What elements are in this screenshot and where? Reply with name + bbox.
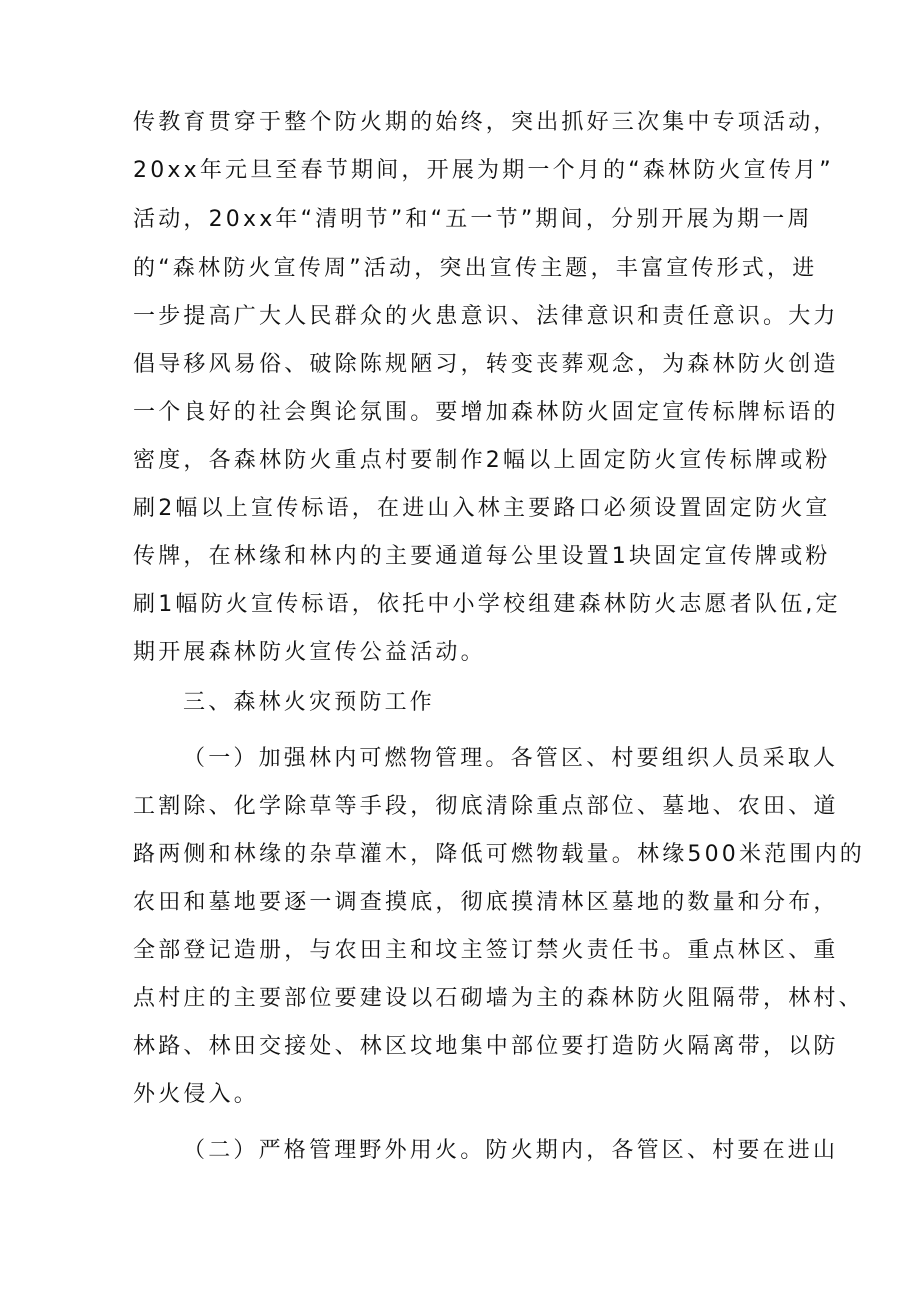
paragraph-line: （二）严格管理野外用火。防火期内，各管区、村要在进山 [183,1138,839,1163]
paragraph-line: 倡导移风易俗、破除陈规陋习，转变丧葬观念，为森林防火创造 [133,352,839,377]
paragraph-line: 刷1幅防火宣传标语，依托中小学校组建森林防火志愿者队伍,定 [133,592,841,617]
paragraph-line: 一个良好的社会舆论氛围。要增加森林防火固定宣传标牌标语的 [133,400,839,425]
paragraph-line: 外火侵入。 [133,1082,260,1107]
paragraph-line: 点村庄的主要部位要建设以石砌墙为主的森林防火阻隔带，林村、 [133,986,864,1011]
paragraph-line: 的“森林防火宣传周”活动，突出宣传主题，丰富宣传形式，进 [133,256,818,281]
paragraph-line: 密度，各森林防火重点村要制作2幅以上固定防火宣传标牌或粉 [133,448,831,473]
paragraph-line: 路两侧和林缘的杂草灌木，降低可燃物载量。林缘500米范围内的 [133,842,865,867]
paragraph-line: 一步提高广大人民群众的火患意识、法律意识和责任意识。大力 [133,304,839,329]
paragraph-line: 刷2幅以上宣传标语，在进山入林主要路口必须设置固定防火宣 [133,496,831,521]
paragraph-line: 林路、林田交接处、林区坟地集中部位要打造防火隔离带，以防 [133,1034,839,1059]
paragraph-line: 工割除、化学除草等手段，彻底清除重点部位、墓地、农田、道 [133,794,839,819]
paragraph-line: （一）加强林内可燃物管理。各管区、村要组织人员采取人 [183,746,839,771]
section-heading: 三、森林火灾预防工作 [183,690,436,715]
paragraph-line: 传教育贯穿于整个防火期的始终，突出抓好三次集中专项活动， [133,110,839,135]
paragraph-line: 农田和墓地要逐一调查摸底，彻底摸清林区墓地的数量和分布， [133,890,839,915]
paragraph-line: 全部登记造册，与农田主和坟主签订禁火责任书。重点林区、重 [133,938,839,963]
paragraph-line: 20xx年元旦至春节期间，开展为期一个月的“森林防火宣传月” [133,158,834,183]
paragraph-line: 传牌，在林缘和林内的主要通道每公里设置1块固定宣传牌或粉 [133,544,831,569]
paragraph-line: 活动，20xx年“清明节”和“五一节”期间，分别开展为期一周 [133,207,813,232]
paragraph-line: 期开展森林防火宣传公益活动。 [133,640,486,665]
